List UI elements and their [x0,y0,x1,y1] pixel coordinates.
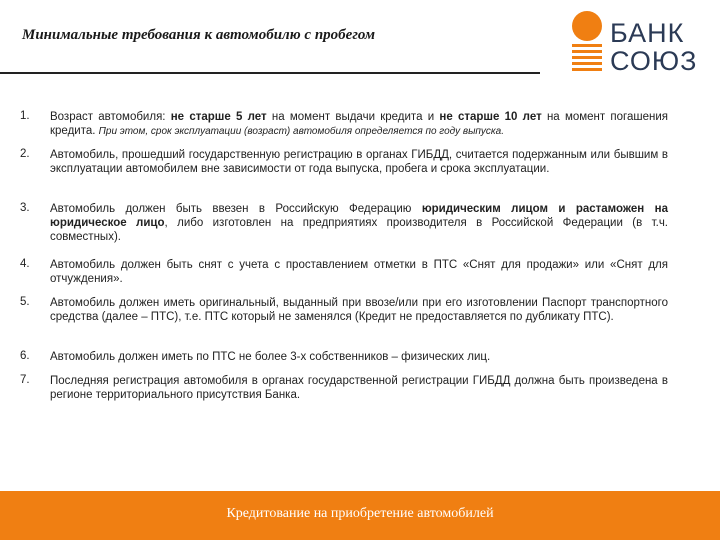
item-number: 3. [20,202,30,214]
note-text: При этом, срок эксплуатации (возраст) автомобиля определяется по году выпуска. [98,126,504,137]
text-run: Автомобиль, прошедший государственную регистрацию в органах ГИБДД, считается подержанным или бывшим в эксплуатации автомобилем вне зависимости от года выпуска, пробега и срока эксплуатации. [50,149,668,175]
item-number: 2. [20,148,30,160]
text-run: Последняя регистрация автомобиля в органах государственной регистрации ГИБДД должна быть произведена в регионе территориального присутствия Банка. [50,375,668,401]
item-text [50,296,668,324]
text-run: на момент выдачи кредита и [266,111,440,123]
text-run: на момент погашения кредита. [50,111,668,137]
item-text [50,202,668,244]
item-number: 1. [20,110,30,122]
footer-bar [0,491,720,540]
text-run: Автомобиль должен быть снят с учета с проставлением отметки в ПТС «Снят для продажи» или «Снят для отчуждения». [50,259,668,285]
logo-emblem-icon [570,10,606,72]
item-text [50,148,668,176]
text-run: Автомобиль должен иметь оригинальный, выданный при ввозе/или при его изготовлении Паспорт транспортного средства (далее – ПТС), т.е. ПТС который не заменялся (Кредит не предоставляется по дубликату ПТС). [50,297,668,323]
text-run: , либо изготовлен на предприятиях производителя в Российской Федерации (в т.ч. совместных). [50,217,669,243]
logo-text-line2: СОЮЗ [610,46,698,76]
item-text [50,110,668,139]
text-run: Автомобиль должен быть ввезен в Российскую Федерацию [50,203,422,215]
text-run: Возраст автомобиля: [50,111,171,123]
emphasis-text: не старше 5 лет [170,111,267,123]
footer-text: Кредитование на приобретение автомобилей [226,506,494,521]
title-underline [0,72,540,74]
item-text [50,374,668,402]
emphasis-text: не старше 10 лет [439,111,542,123]
item-number: 5. [20,296,30,308]
text-run: Автомобиль должен иметь по ПТС не более 3-х собственников – физических лиц. [50,351,491,363]
bank-logo [570,10,710,76]
item-text [50,350,668,364]
item-number: 7. [20,374,30,386]
emphasis-text: юридическим лицом и растаможен на юридическое лицо [50,203,668,229]
item-text [50,258,668,286]
item-number: 4. [20,258,30,270]
logo-text-line1: БАНК [610,18,685,48]
slide-title: Минимальные требования к автомобилю с пробегом [22,27,376,43]
item-number: 6. [20,350,30,362]
